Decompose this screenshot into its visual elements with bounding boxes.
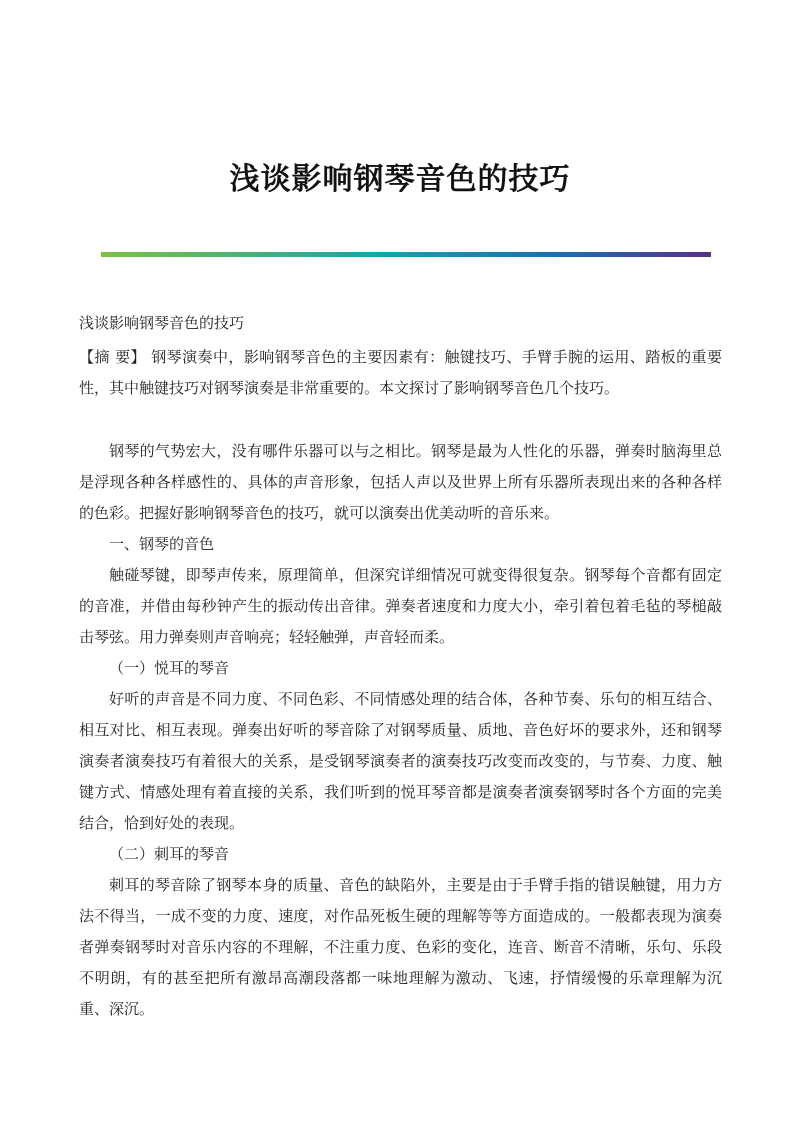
abstract-label: 【摘 要】 [79,348,146,366]
subsection-heading-1: （一）悦耳的琴音 [109,659,230,677]
page-title: 浅谈影响钢琴音色的技巧 [229,162,571,197]
document-body [79,308,722,1025]
paragraph-intro: 钢琴的气势宏大，没有哪件乐器可以与之相比。钢琴是最为人性化的乐器，弹奏时脑海里总是浮现各种各样感性的、具体的声音形象，包括人声以及世界上所有乐器所表现出来的各种各样的色彩。把握好影响钢琴音色的技巧，就可以演奏出优美动听的音乐来。 [79,442,722,522]
subsection-heading-2: （二）刺耳的琴音 [109,845,230,863]
section-heading-1: 一、钢琴的音色 [109,535,215,553]
spacer [79,404,722,436]
abstract-text: 钢琴演奏中，影响钢琴音色的主要因素有：触键技巧、手臂手腕的运用、踏板的重要性，其中触键技巧对钢琴演奏是非常重要的。本文探讨了影响钢琴音色几个技巧。 [79,348,722,397]
title-divider [101,252,711,257]
paragraph-subsection-2: 刺耳的琴音除了钢琴本身的质量、音色的缺陷外，主要是由于手臂手指的错误触键，用力方法不得当，一成不变的力度、速度，对作品死板生硬的理解等等方面造成的。一般都表现为演奏者弹奏钢琴时对音乐内容的不理解，不注重力度、色彩的变化，连音、断音不清晰，乐句、乐段不明朗，有的甚至把所有激昂高潮段落都一味地理解为激动、飞速，抒情缓慢的乐章理解为沉重、深沉。 [79,876,722,1018]
paragraph-section-1: 触碰琴键，即琴声传来，原理简单，但深究详细情况可就变得很复杂。钢琴每个音都有固定的音准，并借由每秒钟产生的振动传出音律。弹奏者速度和力度大小，牵引着包着毛毡的琴槌敲击琴弦。用力弹奏则声音响亮；轻轻触弹，声音轻而柔。 [79,566,722,646]
paragraph-subsection-1: 好听的声音是不同力度、不同色彩、不同情感处理的结合体，各种节奏、乐句的相互结合、相互对比、相互表现。弹奏出好听的琴音除了对钢琴质量、质地、音色好坏的要求外，还和钢琴演奏者演奏技巧有着很大的关系，是受钢琴演奏者的演奏技巧改变而改变的，与节奏、力度、触键方式、情感处理有着直接的关系，我们听到的悦耳琴音都是演奏者演奏钢琴时各个方面的完美结合，恰到好处的表现。 [79,690,722,832]
abstract [79,342,722,404]
document-subtitle: 浅谈影响钢琴音色的技巧 [79,314,245,332]
